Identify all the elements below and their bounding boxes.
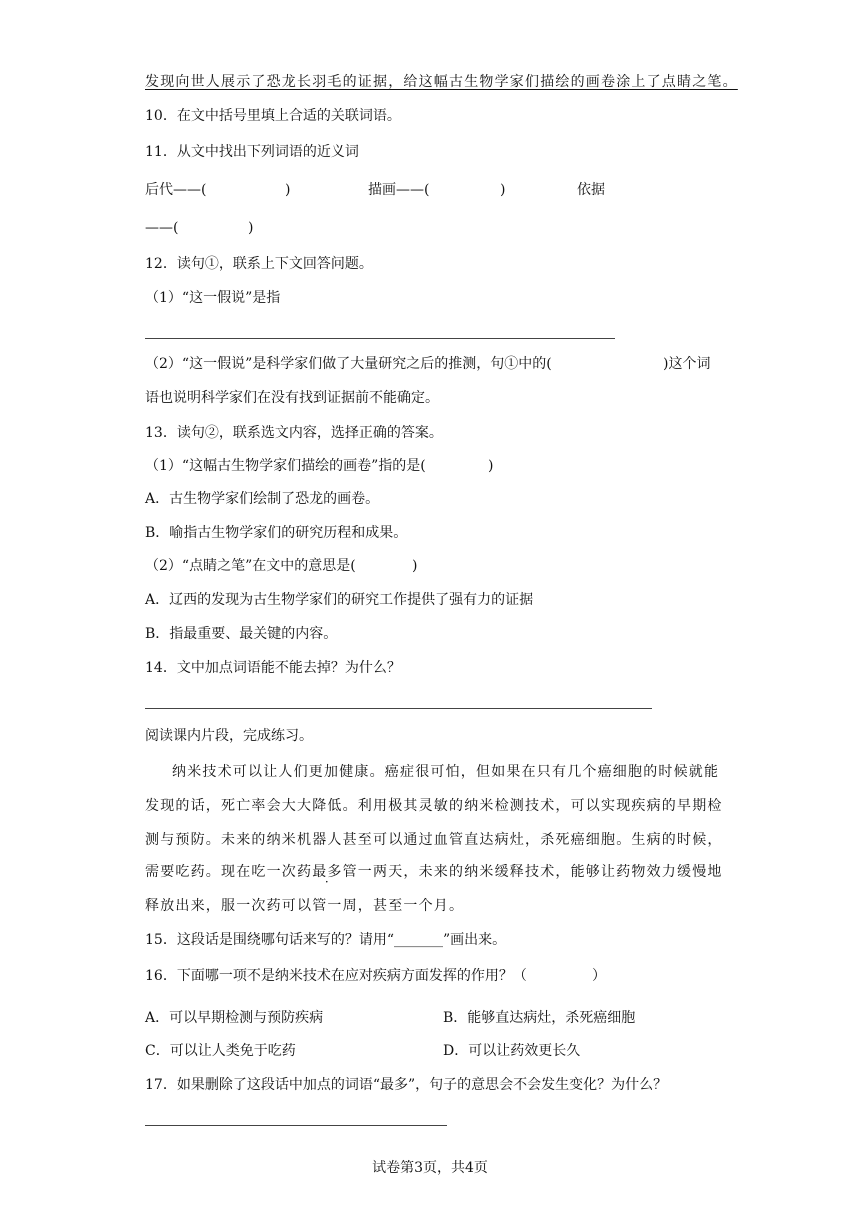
passage-tail: 发现向世人展示了恐龙长羽毛的证据，给这幅古生物学家们描绘的画卷涂上了点睛之笔。: [145, 74, 738, 90]
page-footer: 试卷第3页，共4页: [372, 1160, 488, 1176]
passage-line-4-pre: 需要吃药。现在吃一次药: [145, 864, 313, 880]
q11-item-3-close: ): [248, 220, 254, 236]
q11-item-1-close: ): [285, 182, 291, 198]
question-17: 17．如果删除了这段话中加点的词语“最多”，句子的意思会不会发生变化？为什么？: [145, 1077, 668, 1093]
question-12-1: （1）“这一假说”是指: [145, 290, 281, 306]
passage-line-3: 测与预防。未来的纳米机器人甚至可以通过血管直达病灶，杀死癌细胞。生病的时候，: [145, 832, 723, 848]
answer-line-14: [145, 708, 652, 709]
question-12-2-close: )这个词: [663, 356, 711, 372]
passage-line-4: [145, 862, 723, 882]
passage-line-2: 发现的话，死亡率会大大降低。利用极其灵敏的纳米检测技术，可以实现疾病的早期检: [145, 798, 723, 814]
question-13-1: （1）“这幅古生物学家们描绘的画卷”指的是(: [145, 458, 426, 474]
option-16-d: D．可以让药效更长久: [443, 1043, 581, 1059]
answer-line-17: [145, 1125, 447, 1126]
option-13-2-b: B．指最重要、最关键的内容。: [145, 626, 338, 642]
question-13-2: （2）“点睛之笔”在文中的意思是(: [145, 558, 356, 574]
q11-item-3-cont: ——(: [145, 220, 179, 236]
passage-line-4-post: 管一两天，未来的纳米缓释技术，能够让药物效力缓慢地: [342, 864, 723, 880]
option-13-2-a: A．辽西的发现为古生物学家们的研究工作提供了强有力的证据: [145, 592, 534, 608]
question-12: 12．读句①，联系上下文回答问题。: [145, 256, 373, 272]
q11-item-2-close: ): [500, 182, 506, 198]
q11-item-3: 依据: [577, 182, 605, 198]
answer-line-12-1: [145, 338, 615, 339]
question-13-1-close: ): [488, 458, 494, 474]
option-16-c: C．可以让人类免于吃药: [145, 1043, 296, 1059]
option-16-a: A．可以早期检测与预防疾病: [145, 1010, 324, 1026]
question-10: 10．在文中括号里填上合适的关联词语。: [145, 108, 401, 124]
passage-line-1: 纳米技术可以让人们更加健康。癌症很可怕，但如果在只有几个癌细胞的时候就能: [172, 764, 720, 780]
q11-item-2: 描画——(: [368, 182, 430, 198]
question-15: 15．这段话是围绕哪句话来写的？请用“_______”画出来。: [145, 932, 507, 948]
question-13: 13．读句②，联系选文内容，选择正确的答案。: [145, 425, 443, 441]
question-12-2: （2）“这一假说”是科学家们做了大量研究之后的推测，句①中的(: [145, 356, 552, 372]
question-13-2-close: ): [412, 558, 418, 574]
option-16-b: B．能够直达病灶，杀死癌细胞: [443, 1010, 636, 1026]
question-14: 14．文中加点词语能不能去掉？为什么？: [145, 660, 401, 676]
reading-intro: 阅读课内片段，完成练习。: [145, 728, 313, 744]
option-13-1-b: B．喻指古生物学家们的研究历程和成果。: [145, 525, 408, 541]
question-16: 16．下面哪一项不是纳米技术在应对疾病方面发挥的作用？（: [145, 968, 527, 984]
question-12-2-cont: 语也说明科学家们在没有找到证据前不能确定。: [145, 390, 439, 406]
question-16-close: ）: [592, 968, 606, 984]
q11-item-1: 后代——(: [145, 182, 207, 198]
dotted-word-zuiduo: 最多: [312, 864, 343, 880]
option-13-1-a: A．古生物学家们绘制了恐龙的画卷。: [145, 491, 380, 507]
passage-line-5: 释放出来，服一次药可以管一周，甚至一个月。: [145, 898, 465, 914]
question-11: 11．从文中找出下列词语的近义词: [145, 144, 359, 160]
